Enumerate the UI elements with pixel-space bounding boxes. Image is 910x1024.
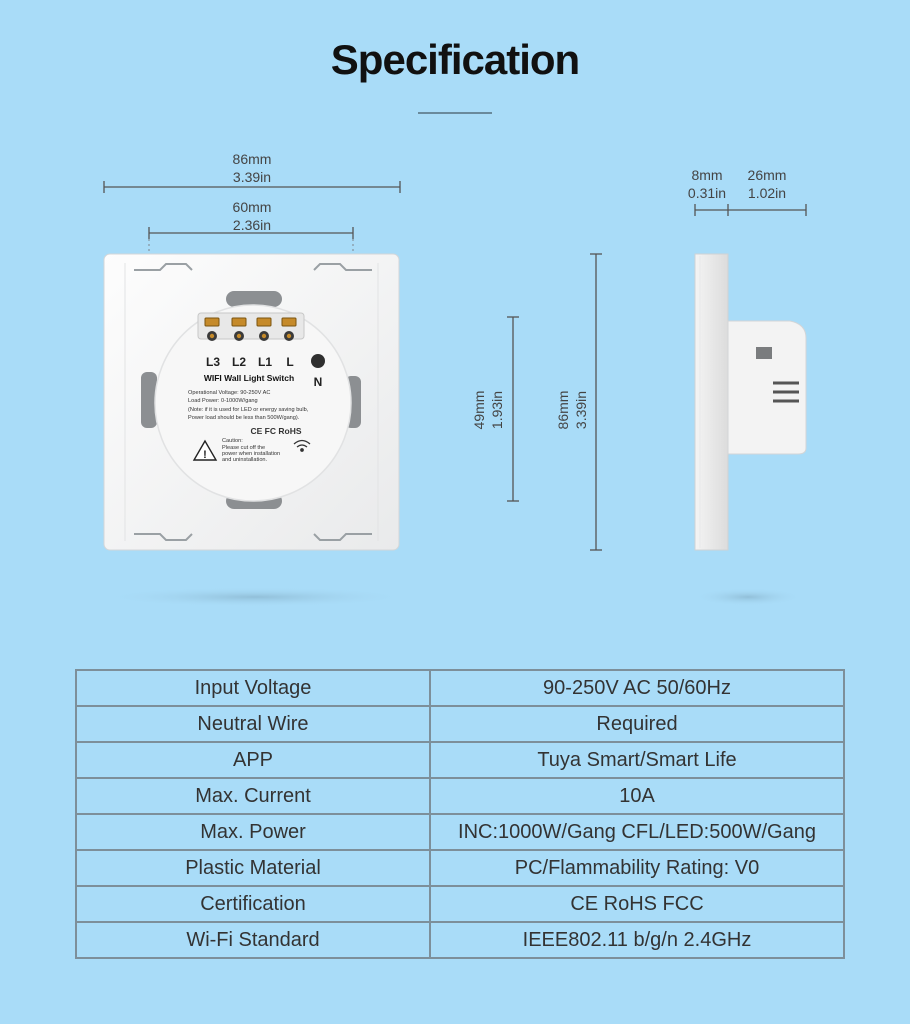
total-height-in: 3.39in [573, 390, 589, 430]
spec-value: INC:1000W/Gang CFL/LED:500W/Gang [430, 814, 844, 850]
terminal-label: L1 [257, 355, 273, 369]
device-label-line: Power load should be less than 500W/gang). [188, 415, 300, 421]
device-label-line: (Note: if it is used for LED or energy saving bulb, [188, 407, 309, 413]
table-row [76, 670, 844, 706]
total-height-mm: 86mm [555, 390, 571, 430]
spec-label: Certification [76, 886, 430, 922]
svg-text:!: ! [203, 449, 207, 461]
terminal-label: L [286, 355, 294, 369]
spec-value: IEEE802.11 b/g/n 2.4GHz [430, 922, 844, 958]
neutral-label: N [313, 375, 323, 389]
side-shadow [693, 588, 803, 606]
spec-label: Wi-Fi Standard [76, 922, 430, 958]
side-plate-in: 0.31in [687, 185, 727, 201]
spec-value: PC/Flammability Rating: V0 [430, 850, 844, 886]
spec-table [75, 669, 845, 959]
table-row [76, 778, 844, 814]
spec-label: APP [76, 742, 430, 778]
spec-value: Tuya Smart/Smart Life [430, 742, 844, 778]
inner-height-mm: 49mm [471, 390, 487, 430]
table-row [76, 742, 844, 778]
caution-line: Please cut off the [222, 445, 266, 451]
table-row [76, 814, 844, 850]
switch-back-view [104, 254, 399, 550]
table-row [76, 886, 844, 922]
device-label-line: Load Power: 0-1000W/gang [188, 398, 258, 404]
spec-value: 10A [430, 778, 844, 814]
side-body-mm: 26mm [747, 167, 787, 183]
caution-line: Caution: [222, 438, 243, 444]
side-plate-mm: 8mm [691, 167, 723, 183]
front-width-mm: 86mm [232, 151, 272, 167]
page-title: Specification [330, 36, 580, 83]
spec-value: 90-250V AC 50/60Hz [430, 670, 844, 706]
front-shadow [100, 587, 410, 607]
spec-value: CE RoHS FCC [430, 886, 844, 922]
spec-label: Neutral Wire [76, 706, 430, 742]
switch-side-view [695, 254, 806, 550]
side-body-in: 1.02in [747, 185, 787, 201]
spec-value: Required [430, 706, 844, 742]
spec-label: Max. Power [76, 814, 430, 850]
front-width-in: 3.39in [232, 169, 272, 185]
caution-line: power when installation [222, 451, 281, 457]
spec-label: Max. Current [76, 778, 430, 814]
front-inner-mm: 60mm [232, 199, 272, 215]
device-label-line: Operational Voltage: 90-250V AC [188, 390, 271, 396]
cert-marks: CE FC RoHS [250, 426, 302, 436]
terminal-label: L2 [231, 355, 247, 369]
table-row [76, 922, 844, 958]
table-row [76, 706, 844, 742]
neutral-terminal [311, 354, 325, 368]
terminal-label: L3 [205, 355, 221, 369]
spec-label: Input Voltage [76, 670, 430, 706]
spec-label: Plastic Material [76, 850, 430, 886]
caution-line: and uninstallation. [222, 457, 268, 463]
table-row [76, 850, 844, 886]
device-label-title: WIFI Wall Light Switch [203, 373, 295, 383]
inner-height-in: 1.93in [489, 390, 505, 430]
front-inner-in: 2.36in [232, 217, 272, 233]
